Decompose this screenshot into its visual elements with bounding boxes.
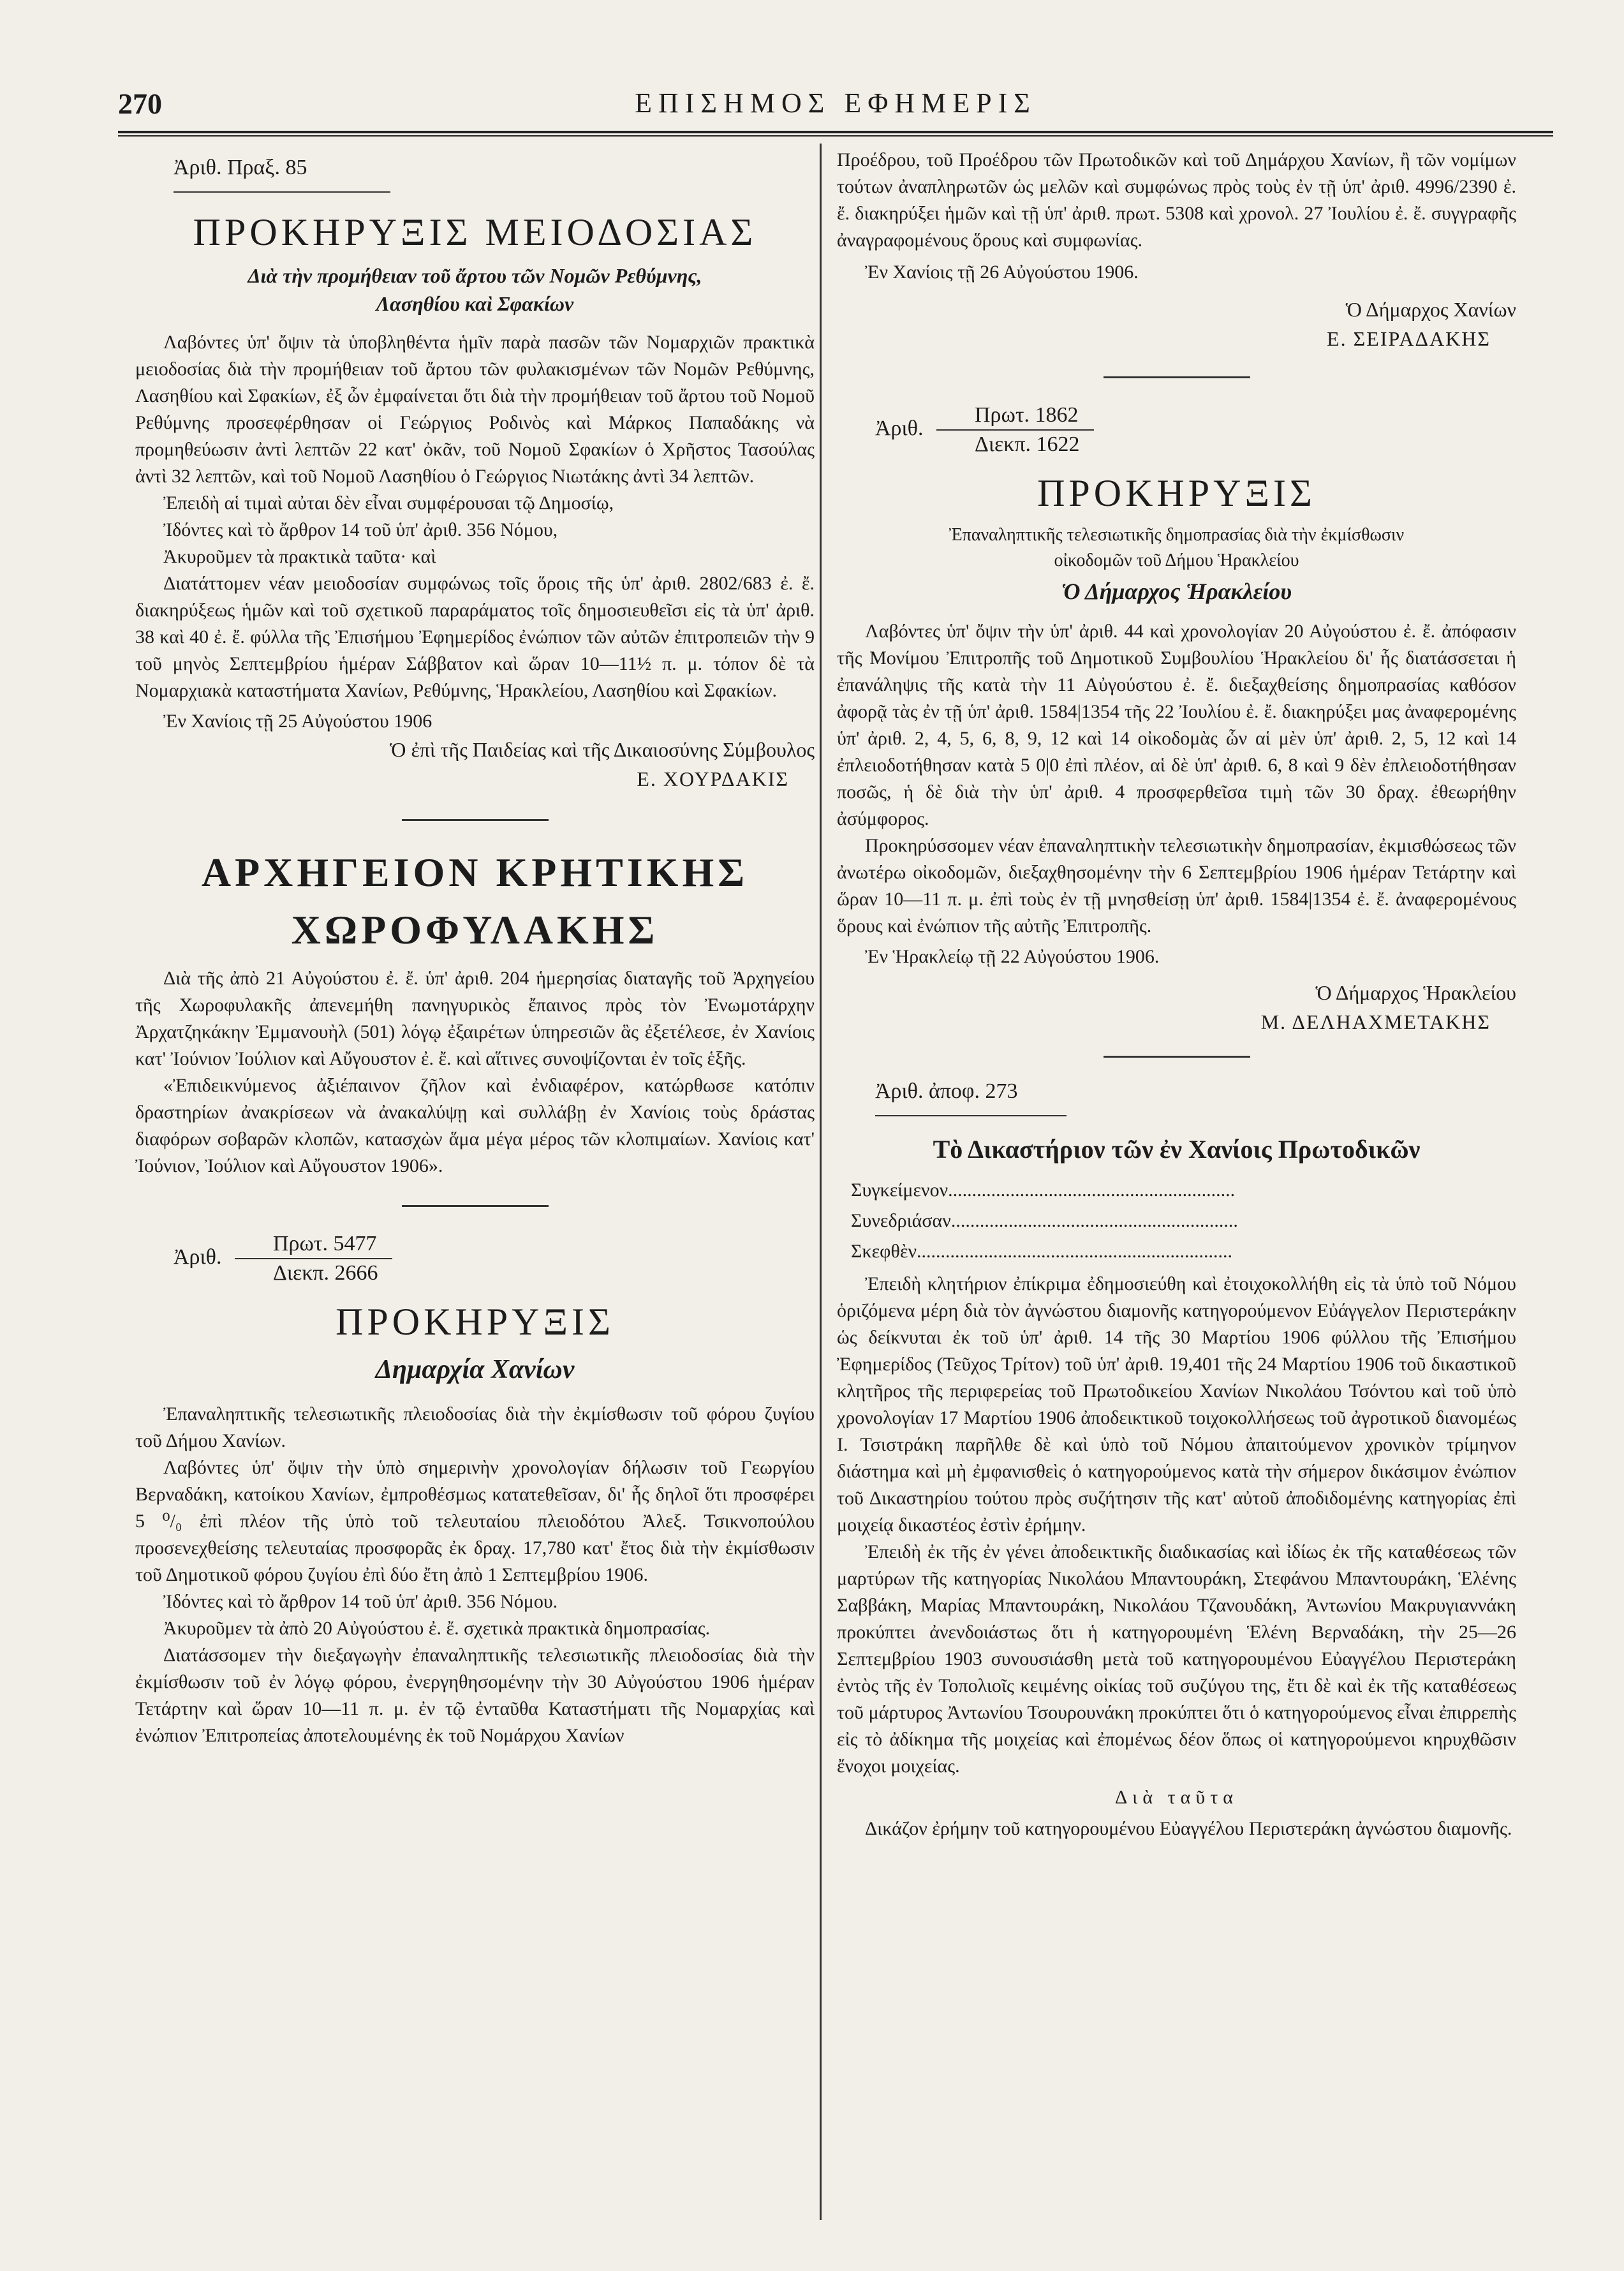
article-ref: Ἀριθ. ἀποφ. 273 — [875, 1079, 1018, 1103]
place-date: Ἐν Χανίοις τῇ 26 Αὐγούστου 1906. — [865, 262, 1139, 283]
article-heraklion — [837, 401, 1516, 1037]
signer-title: Ὁ ἐπὶ τῆς Παιδείας καὶ τῆς Δικαιοσύνης Σύμβουλος — [390, 738, 815, 761]
article-title: ΠΡΟΚΗΡΥΞΙΣ — [336, 1301, 614, 1343]
paragraph: Ἐπαναληπτικῆς τελεσιωτικῆς πλειοδοσίας διὰ τὴν ἐκμίσθωσιν τοῦ φόρου ζυγίου τοῦ Δήμου Χανίων. — [135, 1403, 815, 1451]
article-subtitle: οἰκοδομῶν τοῦ Δήμου Ἡρακλείου — [1054, 551, 1299, 570]
ref-fraction — [235, 1230, 392, 1287]
form-line: Σκεφθὲν.................................................................. — [851, 1241, 1233, 1262]
paragraph: Ἐπειδὴ ἐκ τῆς ἐν γένει ἀποδεικτικῆς διαδικασίας καὶ ἰδίως ἐκ τῆς καταθέσεως τῶν μαρτύρων τῆς κατηγορίας Νικολάου Μπαντουράκη, Στεφάνου Μπαντουράκη, Ἑλένης Σαββάκη, Μαρίας Μπαντουράκη, Νικολάου Τζανουδάκη, Ἀντωνίου Μακρυγιαννάκη προκύπτει ἀνενδοιάστως ὅτι ἡ κατηγορουμένη Ἑλένη Βερναδάκη, τὴν 25—26 Σεπτεμβρίου 1903 συνουσιάσθη μετὰ τοῦ κατηγορουμένου Εὐαγγέλου Περιστεράκη ἐντὸς τῆς ἐν Τοπολιοῖς κειμένης οἰκίας τοῦ συζύγου της, ἔτι δὲ καὶ ἐκ τῆς καταθέσεως τοῦ μάρτυρος Ἀντωνίου Τσουρουνάκη προκύπτει ὅτι ὁ κατηγορούμενος εἶναι ἐπιρρεπὴς εἰς τὸ ἀδίκημα τῆς μοιχείας καὶ ἐπομένως δέον ὅπως οἱ κατηγορούμενοι κηρυχθῶσιν ἔνοχοι μοιχείας. — [837, 1541, 1516, 1777]
paragraph: Προκηρύσσομεν νέαν ἐπαναληπτικὴν τελεσιωτικὴν δημοπρασίαν, ἐκμισθώσεως τῶν ἀνωτέρω οἰκοδομῶν, διεξαχθησομένην τὴν 6 Σεπτεμβρίου 1906 ἡμέραν Τετάρτην καὶ ὥραν 10—11 π. μ. ἐπὶ τοὺς ἐν τῇ μνησθείσῃ ὑπ' ἀριθ. 1584|1354 ἐ. ἔ. ἀναφερομένους ὅρους καὶ ἐνώπιον τῆς αὐτῆς Ἐπιτροπῆς. — [837, 835, 1516, 936]
signer-name: Ε. ΣΕΙΡΑΔΑΚΗΣ — [1327, 327, 1491, 350]
right-column — [837, 147, 1516, 1842]
paragraph: Ἀκυροῦμεν τὰ πρακτικὰ ταῦτα· καὶ — [163, 546, 436, 567]
article-subtitle: Λασηθίου καὶ Σφακίων — [376, 292, 574, 315]
article-separator — [1104, 1056, 1250, 1058]
article-bread-tender — [135, 151, 815, 794]
article-title: ΑΡΧΗΓΕΙΟΝ ΚΡΗΤΙΚΗΣ ΧΩΡΟΦΥΛΑΚΗΣ — [201, 850, 749, 952]
left-column — [135, 147, 815, 1749]
ref-label: Ἀριθ. — [173, 1245, 222, 1269]
protocol-reference — [875, 401, 1516, 459]
article-subtitle: Ὁ Δήμαρχος Ἡρακλείου — [1061, 579, 1292, 604]
column-divider — [820, 144, 822, 2220]
article-chania-municipality — [135, 1230, 815, 1749]
paragraph: Ἐπειδὴ αἱ τιμαὶ αὐται δὲν εἶναι συμφέρουσαι τῷ Δημοσίῳ, — [163, 492, 614, 514]
header-rule-thin — [118, 135, 1553, 137]
paragraph: Λαβόντες ὑπ' ὄψιν τὴν ὑπ' ἀριθ. 44 καὶ χρονολογίαν 20 Αὐγούστου ἐ. ἔ. ἀπόφασιν τῆς Μονίμου Ἐπιτροπῆς τοῦ Δημοτικοῦ Συμβουλίου Ἡρακλείου δι' ἧς διατάσσεται ἡ ἐπανάληψις τῆς κατὰ τὴν 11 Αὐγούστου ἐ. ἔ. διεξαχθείσης δημοπρασίας καθόσον ἀφορᾷ τὰς ἐν τῇ ὑπ' ἀριθ. 1584|1354 τῆς 22 Ἰουλίου ἐ. ἔ. διακηρύξει μας ἀναφερομένης ὑπ' ἀριθ. 2, 4, 5, 6, 8, 9, 12 καὶ 14 οἰκοδομὰς ὧν αἱ μὲν ὑπ' ἀριθ. 2, 5, 12 καὶ 14 ἐπλειοδοτήθησαν κατὰ 5 0|0 ἐπὶ πλέον, αἱ δὲ ὑπ' ἀριθ. 6, 8 καὶ 9 δὲν ἐπλειοδοτήθησαν ποσῶς, ἡ δὲ διὰ τὴν ὑπ' ἀριθ. 4 προσφερθεῖσα τιμὴ τῶν 30 δραχ. ἐθεωρήθην ἀσύμφορος. — [837, 621, 1516, 829]
paragraph: Διατάττομεν νέαν μειοδοσίαν συμφώνως τοῖς ὅροις τῆς ὑπ' ἀριθ. 2802/683 ἐ. ἔ. διακηρύξεως ἡμῶν καὶ τοῦ σχετικοῦ παραράματος τοῖς δημοσιευθεῖσι εἰς τὰ ὑπ' ἀριθ. 38 καὶ 40 ἐ. ἔ. φύλλα τῆς Ἐπισήμου Ἐφημερίδος ἐνώπιον τῶν αὐτῶν ἐπιτροπειῶν τὴν 9 τοῦ μηνὸς Σεπτεμβρίου ἡμέραν Σάββατον καὶ ὥραν 10—11½ π. μ. τόπον δὲ τὰ Νομαρχιακὰ καταστήματα Χανίων, Ρεθύμνης, Ἡρακλείου, Λασηθίου καὶ Σφακίων. — [135, 573, 815, 701]
form-line: Συνεδριάσαν............................................................ — [851, 1210, 1238, 1231]
header-rule — [118, 131, 1553, 133]
article-separator — [402, 819, 549, 821]
ref-dispatch: Διεκπ. 2666 — [272, 1261, 378, 1285]
paragraph: Ἐπειδὴ κλητήριον ἐπίκριμα ἐδημοσιεύθη καὶ ἐτοιχοκολλήθη εἰς τὰ ὑπὸ τοῦ Νόμου ὁριζόμενα μέρη διὰ τὸν ἀγνώστου διαμονῆς κατηγορούμενον Εὐάγγελον Περιστεράκην ὡς δείκνυται ἐκ τοῦ ὑπ' ἀριθ. 14 τῆς 30 Μαρτίου 1906 φύλλου τῆς Ἐπισήμου Ἐφημερίδος (Τεῦχος Τρίτον) τοῦ ὑπ' ἀριθ. 19,401 τῆς 24 Μαρτίου 1906 τοῦ δικαστικοῦ κλητῆρος τῆς περιφερείας τοῦ Πρωτοδικείου Χανίων Νικολάου Τσόντου καὶ τοῦ ὑπὸ χρονολογίαν 17 Μαρτίου 1906 ἀποδεικτικοῦ τοιχοκολλήσεως τοῦ ἀγροτικοῦ διανομέως Ι. Τσιστράκη παρῆλθε δὲ καὶ ὑπὸ τοῦ Νόμου ἀπαιτούμενον χρονικὸν τρίμηνον διάστημα καὶ μὴ ἐμφανισθεὶς ὁ κατηγορούμενος κατὰ τὴν σήμερον δικάσιμον ἐνώπιον τοῦ Δικαστηρίου τούτου πρὸς συζήτησιν τῆς κατ' αὐτοῦ ἀποδιδομένης κατηγορίας ἐπὶ μοιχείᾳ δικαστέος ἐστὶν ἐρήμην. — [837, 1273, 1516, 1535]
journal-title: ΕΠΙΣΗΜΟΣ ΕΦΗΜΕΡΙΣ — [635, 87, 1037, 119]
paragraph: Προέδρου, τοῦ Προέδρου τῶν Πρωτοδικῶν καὶ τοῦ Δημάρχου Χανίων, ἢ τῶν νομίμων τούτων ἀναπληρωτῶν ὡς μελῶν καὶ συμφώνως πρὸς τοὺς ἐν τῇ ὑπ' ἀριθ. 4996/2390 ἐ. ἔ. διακηρύξει ἡμῶν καὶ τῇ ὑπ' ἀριθ. πρωτ. 5308 καὶ χρονολ. 27 Ἰουλίου ἐ. ἔ. συγγραφῆς ἀναγραφομένους ὅρους καὶ συμφωνίας. — [837, 149, 1516, 251]
paragraph: «Ἐπιδεικνύμενος ἀξιέπαινον ζῆλον καὶ ἐνδιαφέρον, κατώρθωσε κατόπιν δραστηρίων ἀνακρίσεων νὰ ἀνακαλύψῃ καὶ συλλάβῃ ἐν Χανίοις τοὺς δράστας διαφόρων σοβαρῶν κλοπῶν, κατασχὼν ἅμα μέγα μέρος τῶν κλοπιμαίων. Χανίοις κατ' Ἰούνιον, Ἰούλιον καὶ Αὔγουστον 1906». — [135, 1075, 815, 1176]
ref-dispatch: Διεκπ. 1622 — [974, 433, 1080, 456]
signer-title: Ὁ Δήμαρχος Χανίων — [1345, 298, 1516, 321]
ref-rule — [875, 1115, 1067, 1116]
ref-protocol: Πρωτ. 1862 — [936, 401, 1094, 431]
form-line: Συγκείμενον............................................................ — [851, 1180, 1236, 1201]
article-separator — [1104, 376, 1250, 378]
article-title: ΠΡΟΚΗΡΥΞΙΣ ΜΕΙΟΔΟΣΙΑΣ — [193, 211, 757, 253]
signer-name: Ε. ΧΟΥΡΔΑΚΙΣ — [637, 767, 789, 790]
article-title: Τὸ Δικαστήριον τῶν ἐν Χανίοις Πρωτοδικῶν — [933, 1135, 1421, 1164]
ref-fraction — [936, 401, 1094, 459]
signer-title: Ὁ Δήμαρχος Ἡρακλείου — [1315, 981, 1516, 1004]
article-subtitle: Ἐπαναληπτικῆς τελεσιωτικῆς δημοπρασίας διὰ τὴν ἐκμίσθωσιν — [949, 525, 1405, 545]
ref-rule — [173, 191, 390, 193]
section-heading: Διὰ ταῦτα — [1115, 1787, 1238, 1808]
paragraph: Ἰδόντες καὶ τὸ ἄρθρον 14 τοῦ ὑπ' ἀριθ. 356 Νόμου. — [163, 1591, 558, 1612]
paragraph: Ἰδόντες καὶ τὸ ἄρθρον 14 τοῦ ὑπ' ἀριθ. 356 Νόμου, — [163, 519, 558, 540]
paragraph: Δικάζον ἐρήμην τοῦ κατηγορουμένου Εὐαγγέλου Περιστεράκη ἀγνώστου διαμονῆς. — [865, 1818, 1512, 1839]
article-court-ruling — [837, 1074, 1516, 1842]
paragraph: Λαβόντες ὑπ' ὄψιν τὴν ὑπὸ σημερινὴν χρονολογίαν δήλωσιν τοῦ Γεωργίου Βερναδάκη, κατοίκου Χανίων, ἐμπροθέσμως κατατεθεῖσαν, δι' ἧς δηλοῖ ὅτι προσφέρει 5 ⁰/₀ ἐπὶ πλέον τῆς ὑπὸ τοῦ τελευταίου πλειοδότου Ἀλεξ. Τσικνοπούλου προσενεχθείσης τελευταίας προσφορᾶς ἐκ δραχ. 17,780 κατ' ἔτος διὰ τὴν ἐκμίσθωσιν τοῦ Δημοτικοῦ φόρου ζυγίου ἐπὶ δύο ἔτη ἀπὸ 1 Σεπτεμβρίου 1906. — [135, 1457, 815, 1585]
protocol-reference — [173, 1230, 815, 1287]
place-date: Ἐν Χανίοις τῇ 25 Αὐγούστου 1906 — [163, 711, 432, 732]
signer-name: Μ. ΔΕΛΗΑΧΜΕΤΑΚΗΣ — [1260, 1010, 1491, 1033]
article-separator — [402, 1205, 549, 1207]
place-date: Ἐν Ἡρακλείῳ τῇ 22 Αὐγούστου 1906. — [865, 946, 1160, 967]
article-chania-continued — [837, 147, 1516, 353]
article-subtitle: Δημαρχία Χανίων — [375, 1355, 575, 1384]
paragraph: Διὰ τῆς ἀπὸ 21 Αὐγούστου ἐ. ἔ. ὑπ' ἀριθ. 204 ἡμερησίας διαταγῆς τοῦ Ἀρχηγείου τῆς Χωροφυλακῆς ἀπενεμήθη πανηγυρικὸς ἔπαινος πρὸς τὸν Ἐνωμοτάρχην Ἀρχατζηκάκην Ἐμμανουὴλ (501) λόγῳ ἐξαιρέτων ὑπηρεσιῶν ἃς ἐξετέλεσε, ἐν Χανίοις κατ' Ἰούνιον Ἰούλιον καὶ Αὔγουστον ἐ. ἔ. καὶ αἵτινες συνοψίζονται ἐν τοῖς ἑξῆς. — [135, 968, 815, 1069]
article-ref: Ἀριθ. Πραξ. 85 — [173, 156, 307, 179]
paragraph: Ἀκυροῦμεν τὰ ἀπὸ 20 Αὐγούστου ἐ. ἔ. σχετικὰ πρακτικὰ δημοπρασίας. — [163, 1618, 711, 1639]
ref-label: Ἀριθ. — [875, 416, 924, 440]
page-header — [118, 83, 1553, 134]
article-subtitle: Διὰ τὴν προμήθειαν τοῦ ἄρτου τῶν Νομῶν Ρεθύμνης, — [247, 264, 702, 287]
page-number: 270 — [118, 87, 162, 120]
paragraph: Λαβόντες ὑπ' ὄψιν τὰ ὑποβληθέντα ἡμῖν παρὰ πασῶν τῶν Νομαρχιῶν πρακτικὰ μειοδοσίας διὰ τὴν προμήθειαν τοῦ ἄρτου τῶν φυλακισμένων τῶν Νομῶν Ρεθύμνης, Λασηθίου καὶ Σφακίων, ἐξ ὧν ἐμφαίνεται ὅτι διὰ τὴν προμήθειαν τοῦ ἄρτου τοῦ Νομοῦ Ρεθύμνης προσεφέρθησαν οἱ Γεώργιος Ροδινὸς καὶ Μάρκος Παπαδάκης νὰ προμηθεύωσιν ἀντὶ λεπτῶν 22 κατ' ὀκᾶν, τοῦ Νομοῦ Σφακίων ὁ Χρῆστος Τασούλας ἀντὶ 32 λεπτῶν, καὶ τοῦ Νομοῦ Λασηθίου ὁ Γεώργιος Νιωτάκης ἀντὶ 34 λεπτῶν. — [135, 332, 815, 487]
article-gendarmerie — [135, 844, 815, 1180]
article-title: ΠΡΟΚΗΡΥΞΙΣ — [1037, 472, 1316, 514]
ref-protocol: Πρωτ. 5477 — [235, 1230, 392, 1259]
paragraph: Διατάσσομεν τὴν διεξαγωγὴν ἐπαναληπτικῆς τελεσιωτικῆς πλειοδοσίας διὰ τὴν ἐκμίσθωσιν τοῦ ἐν λόγῳ φόρου, ἐνεργηθησομένην τὴν 30 Αὐγούστου 1906 ἡμέραν Τετάρτην καὶ ὥραν 10—11 π. μ. ἐν τῷ ἐνταῦθα Καταστήματι τῆς Νομαρχίας καὶ ἐνώπιον Ἐπιτροπείας ἀποτελουμένης ἐκ τοῦ Νομάρχου Χανίων — [135, 1645, 815, 1746]
